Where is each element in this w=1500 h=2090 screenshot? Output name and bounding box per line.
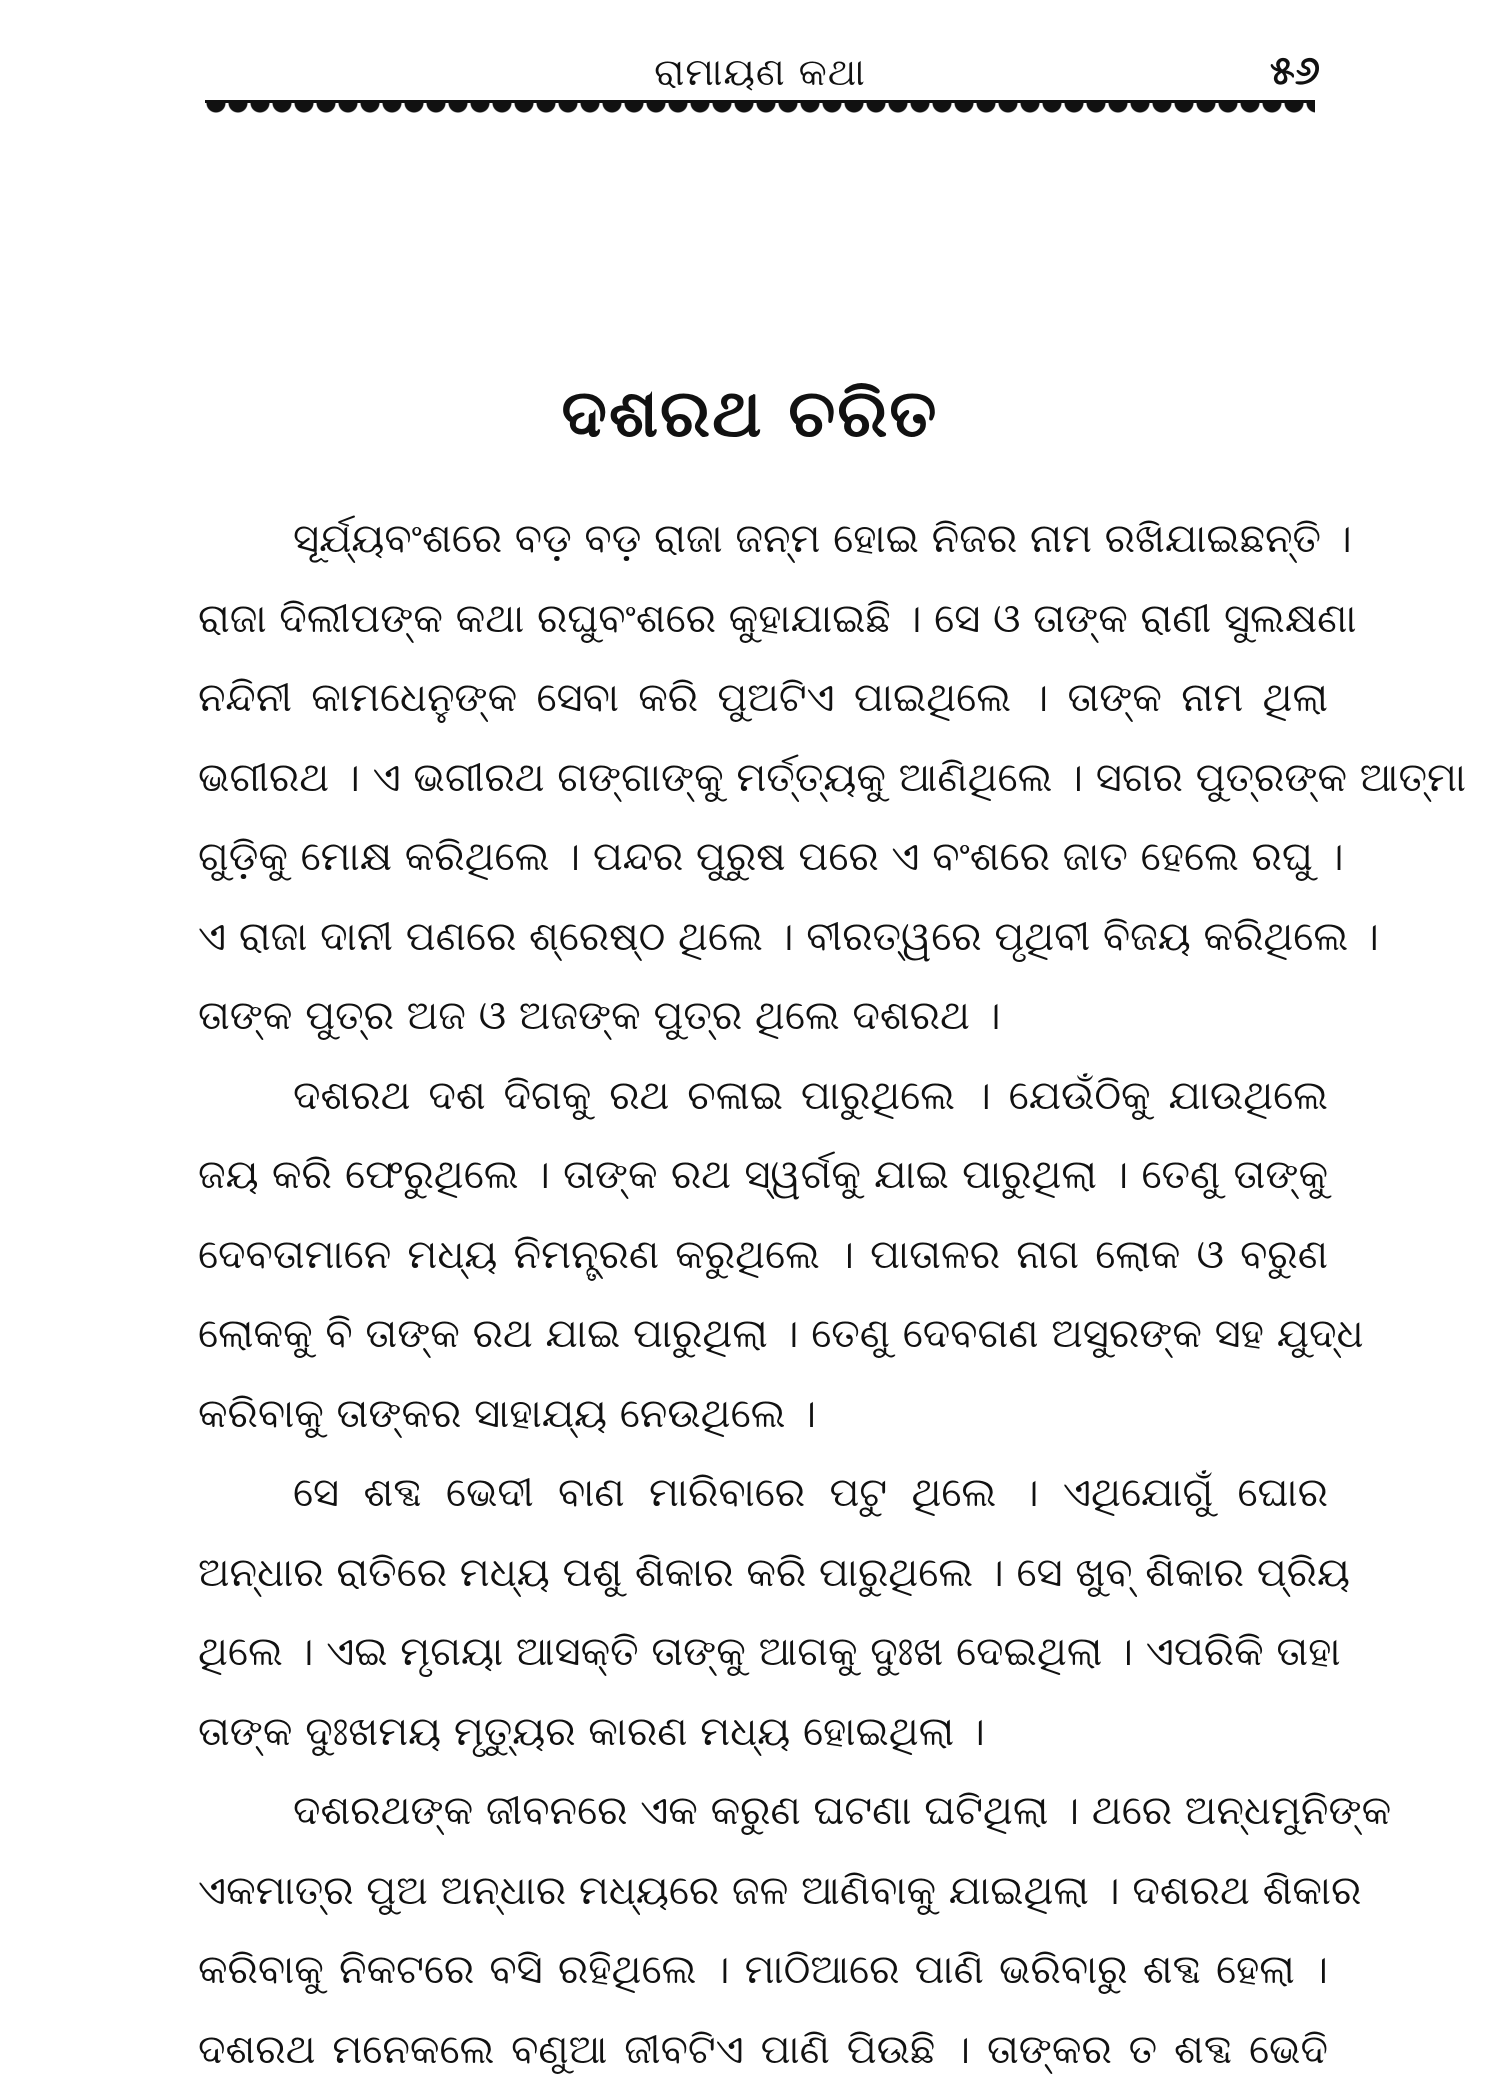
text-line: ନନ୍ଦିନୀ କାମଧେନୁଙ୍କ ସେବା କରି ପୁଅଟିଏ ପାଇଥିଲେ । ତାଙ୍କ ନାମ ଥିଲା [198, 659, 1328, 739]
body-text [198, 500, 1328, 2090]
text-line: ଗୁଡ଼ିକୁ ମୋକ୍ଷ କରିଥିଲେ । ପନ୍ଦର ପୁରୁଷ ପରେ ଏ ବଂଶରେ ଜାତ ହେଲେ ରଘୁ । [198, 818, 1328, 898]
running-title: ରାମାୟଣ କଥା [200, 50, 1320, 95]
decorative-scalloped-rule [205, 100, 1315, 125]
text-line: ଦଶରଥ ଦଶ ଦିଗକୁ ରଥ ଚଳାଇ ପାରୁଥିଲେ । ଯେଉଁଠିକୁ ଯାଉଥିଲେ [198, 1057, 1328, 1137]
running-header [200, 50, 1320, 100]
text-line: କରିବାକୁ ତାଙ୍କର ସାହାଯ୍ୟ ନେଉଥିଲେ । [198, 1375, 1328, 1455]
text-line: ତାଙ୍କ ଦୁଃଖମୟ ମୃତ୍ୟୁର କାରଣ ମଧ୍ୟ ହୋଇଥିଲା । [198, 1693, 1328, 1773]
text-line: ଥିଲେ । ଏଇ ମୃଗୟା ଆସକ୍ତି ତାଙ୍କୁ ଆଗକୁ ଦୁଃଖ ଦେଇଥିଲା । ଏପରିକି ତାହା [198, 1613, 1328, 1693]
text-line: ରାଜା ଦିଲୀପଙ୍କ କଥା ରଘୁବଂଶରେ କୁହାଯାଇଛି । ସେ ଓ ତାଙ୍କ ରାଣୀ ସୁଲକ୍ଷଣା [198, 580, 1328, 660]
text-line: ତାଙ୍କ ପୁତ୍ର ଅଜ ଓ ଅଜଙ୍କ ପୁତ୍ର ଥିଲେ ଦଶରଥ । [198, 977, 1328, 1057]
text-line: କରିବାକୁ ନିକଟରେ ବସି ରହିଥିଲେ । ମାଠିଆରେ ପାଣି ଭରିବାରୁ ଶବ୍ଦ ହେଲା । [198, 1931, 1328, 2011]
page-number: ୫୬ [1270, 48, 1320, 94]
text-line: ସେ ଶବ୍ଦ ଭେଦୀ ବାଣ ମାରିବାରେ ପଟୁ ଥିଲେ । ଏଥିଯୋଗୁଁ ଘୋର [198, 1454, 1328, 1534]
text-line: ଅନ୍ଧାର ରାତିରେ ମଧ୍ୟ ପଶୁ ଶିକାର କରି ପାରୁଥିଲେ । ସେ ଖୁବ୍ ଶିକାର ପ୍ରିୟ [198, 1534, 1328, 1614]
chapter-title: ଦଶରଥ ଚରିତ [0, 375, 1500, 454]
text-line: ଏକମାତ୍ର ପୁଅ ଅନ୍ଧାର ମଧ୍ୟରେ ଜଳ ଆଣିବାକୁ ଯାଇଥିଲା । ଦଶରଥ ଶିକାର [198, 1852, 1328, 1932]
text-line: ଭଗୀରଥ । ଏ ଭଗୀରଥ ଗଙ୍ଗାଙ୍କୁ ମର୍ତ୍ତ୍ୟକୁ ଆଣିଥିଲେ । ସଗର ପୁତ୍ରଙ୍କ ଆତ୍ମା [198, 739, 1328, 819]
text-line: ଜୟ କରି ଫେରୁଥିଲେ । ତାଙ୍କ ରଥ ସ୍ୱର୍ଗକୁ ଯାଇ ପାରୁଥିଲା । ତେଣୁ ତାଙ୍କୁ [198, 1136, 1328, 1216]
text-line: ଦଶରଥ ମନେକଲେ ବଣୁଆ ଜୀବଟିଏ ପାଣି ପିଉଛି । ତାଙ୍କର ତ ଶବ୍ଦ ଭେଦି [198, 2011, 1328, 2090]
text-line: ଏ ରାଜା ଦାନୀ ପଣରେ ଶ୍ରେଷ୍ଠ ଥିଲେ । ବୀରତ୍ୱରେ ପୃଥିବୀ ବିଜୟ କରିଥିଲେ । [198, 898, 1328, 978]
text-line: ସୂର୍ଯ୍ୟବଂଶରେ ବଡ଼ ବଡ଼ ରାଜା ଜନ୍ମ ହୋଇ ନିଜର ନାମ ରଖିଯାଇଛନ୍ତି । [198, 500, 1328, 580]
text-line: ଲୋକକୁ ବି ତାଙ୍କ ରଥ ଯାଇ ପାରୁଥିଲା । ତେଣୁ ଦେବଗଣ ଅସୁରଙ୍କ ସହ ଯୁଦ୍ଧ [198, 1295, 1328, 1375]
text-line: ଦଶରଥଙ୍କ ଜୀବନରେ ଏକ କରୁଣ ଘଟଣା ଘଟିଥିଲା । ଥରେ ଅନ୍ଧମୁନିଙ୍କ [198, 1772, 1328, 1852]
text-line: ଦେବତାମାନେ ମଧ୍ୟ ନିମନ୍ତ୍ରଣ କରୁଥିଲେ । ପାତାଳର ନାଗ ଲୋକ ଓ ବରୁଣ [198, 1216, 1328, 1296]
